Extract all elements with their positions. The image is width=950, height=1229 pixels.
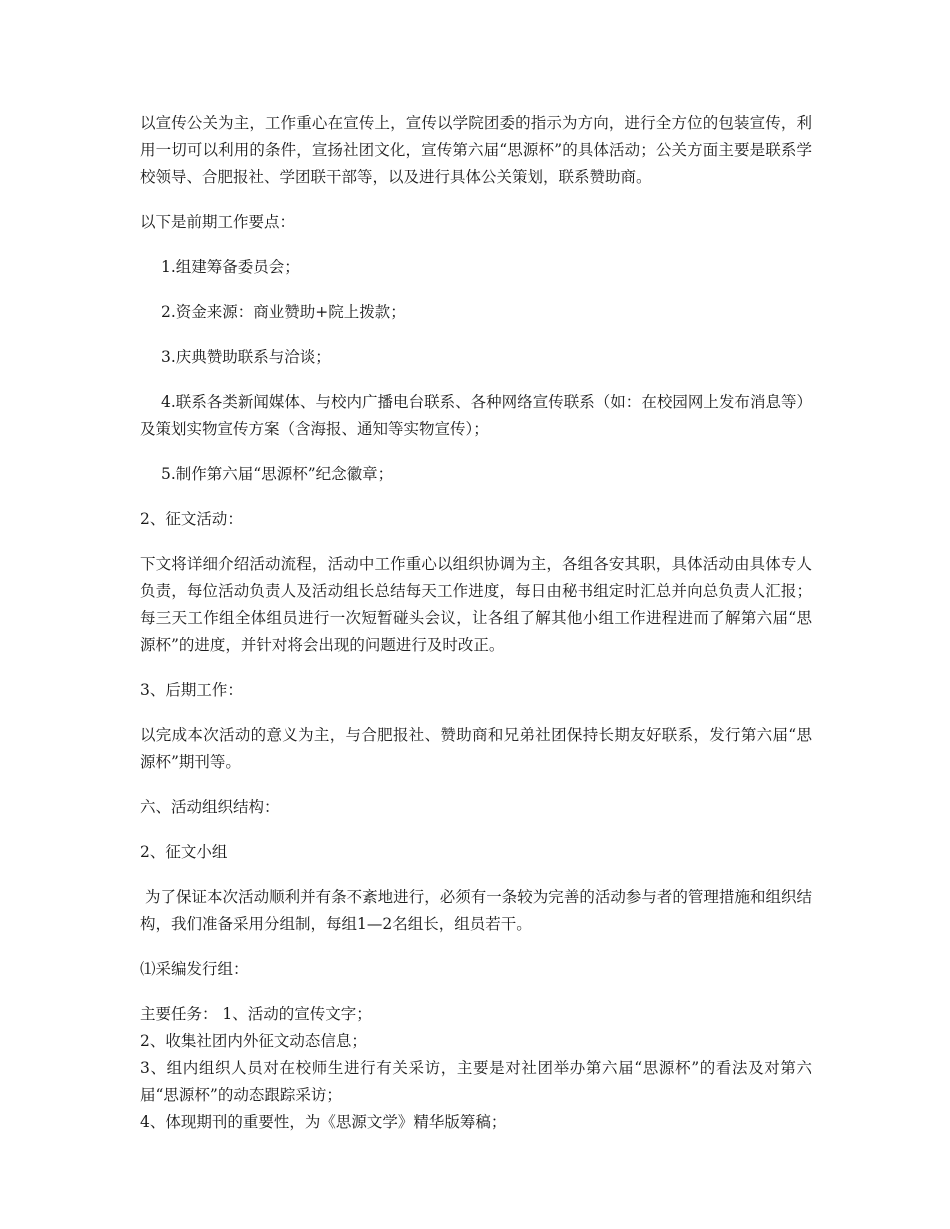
paragraph-later-work: 以完成本次活动的意义为主，与合肥报社、赞助商和兄弟社团保持长期友好联系，发行第六届“思源杯”期刊等。: [140, 726, 812, 771]
section-heading-essay-group: 2、征文小组: [140, 843, 228, 861]
list-item-early-1: 1.组建筹备委员会；: [161, 258, 300, 276]
task-line-1: 主要任务： 1、活动的宣传文字；: [140, 1005, 372, 1023]
task-line-4: 4、体现期刊的重要性，为《思源文学》精华版筹稿；: [140, 1113, 507, 1131]
paragraph-activity-process: 下文将详细介绍活动流程，活动中工作重心以组织协调为主，各组各安其职，具体活动由具体专人负责，每位活动负责人及活动组长总结每天工作进度，每日由秘书组定时汇总并向总负责人汇报；每三天工作组全体组员进行一次短暂碰头会议，让各组了解其他小组工作进程进而了解第六届“思源杯”的进度，并针对将会出现的问题进行及时改正。: [140, 555, 812, 654]
section-heading-organization: 六、活动组织结构：: [140, 798, 280, 816]
task-line-2: 2、收集社团内外征文动态信息；: [140, 1032, 367, 1050]
paragraph-pr-intro: 以宣传公关为主，工作重心在宣传上，宣传以学院团委的指示为方向，进行全方位的包装宣传，利用一切可以利用的条件，宣扬社团文化，宣传第六届“思源杯”的具体活动；公关方面主要是联系学校领导、合肥报社、学团联干部等，以及进行具体公关策划，联系赞助商。: [140, 114, 812, 186]
paragraph-group-structure: 为了保证本次活动顺利并有条不紊地进行，必须有一条较为完善的活动参与者的管理措施和组织结构，我们准备采用分组制，每组1—2名组长，组员若干。: [140, 888, 812, 933]
list-item-early-2: 2.资金来源：商业赞助+院上拨款；: [161, 303, 406, 321]
list-item-early-4: 4.联系各类新闻媒体、与校内广播电台联系、各种网络宣传联系（如：在校园网上发布消息等）及策划实物宣传方案（含海报、通知等实物宣传）；: [140, 393, 812, 438]
section-heading-essay-activity: 2、征文活动：: [140, 510, 243, 528]
section-heading-later-work: 3、后期工作：: [140, 681, 243, 699]
list-item-early-3: 3.庆典赞助联系与洽谈；: [161, 348, 331, 366]
list-item-early-5: 5.制作第六届“思源杯”纪念徽章；: [161, 465, 394, 483]
subheading-editing-group: ⑴采编发行组：: [140, 960, 249, 978]
document-body: [140, 110, 812, 1136]
task-line-3: 3、组内组织人员对在校师生进行有关采访，主要是对社团举办第六届“思源杯”的看法及对第六届“思源杯”的动态跟踪采访；: [140, 1059, 812, 1104]
paragraph-early-work-heading: 以下是前期工作要点：: [140, 213, 296, 231]
